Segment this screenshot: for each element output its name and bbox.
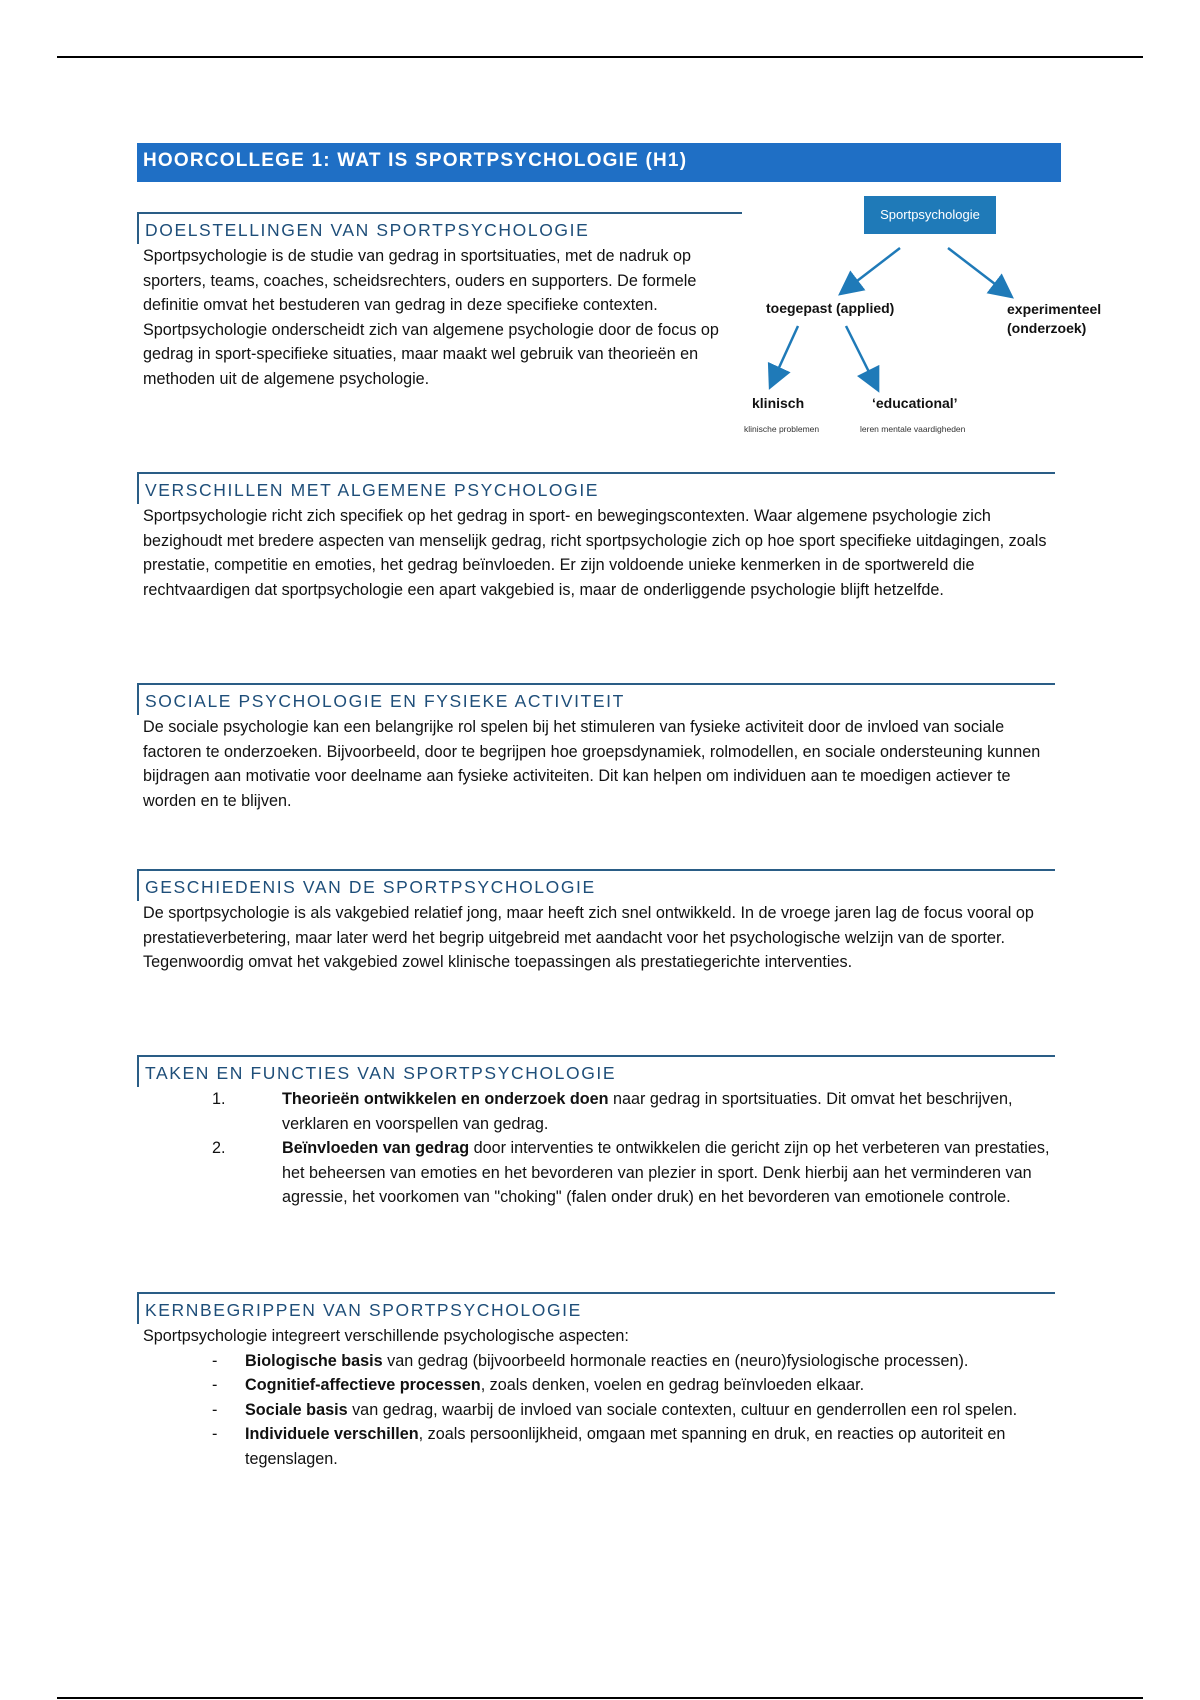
diagram-clinical-label: klinisch [752, 395, 805, 411]
list-item [137, 1349, 1055, 1374]
kernbegrippen-list [137, 1349, 1055, 1472]
list-item-text: naar gedrag in sportsituaties. Dit omvat het beschrijven, verklaren en voorspellen van gedrag. [282, 1090, 1013, 1133]
section-heading: DOELSTELLINGEN VAN SPORTPSYCHOLOGIE [137, 212, 742, 244]
list-dash: - [212, 1400, 218, 1419]
section-kernbegrippen [137, 1292, 1055, 1471]
list-dash: - [212, 1425, 218, 1443]
section-geschiedenis [137, 869, 1055, 975]
list-item [137, 1422, 1055, 1471]
diagram-clinical-sub: klinische problemen [744, 424, 820, 434]
list-item [137, 1398, 1055, 1423]
section-taken [137, 1055, 1055, 1210]
section-heading: SOCIALE PSYCHOLOGIE EN FYSIEKE ACTIVITEIT [137, 683, 1055, 715]
diagram-educational-sub: leren mentale vaardigheden [860, 424, 966, 434]
arrow-experimental [948, 248, 1008, 294]
top-rule [57, 56, 1143, 58]
taken-list [137, 1087, 1055, 1210]
list-item-text: , zoals persoonlijkheid, omgaan met spanning en druk, en reacties op autoriteit en tegenslagen. [245, 1425, 1006, 1468]
list-item-text: , zoals denken, voelen en gedrag beïnvloeden elkaar. [480, 1376, 865, 1394]
section-heading: TAKEN EN FUNCTIES VAN SPORTPSYCHOLOGIE [137, 1055, 1055, 1087]
list-dash: - [212, 1351, 218, 1370]
list-item-text: van gedrag, waarbij de invloed van sociale contexten, cultuur en genderrollen een rol spelen. [347, 1400, 1018, 1419]
section-body: De sportpsychologie is als vakgebied relatief jong, maar heeft zich snel ontwikkeld. In de vroege jaren lag de focus vooral op prestatieverbetering, maar later werd het begrip uitgebreid met aandacht voor het psychologische welzijn van de sporter. Tegenwoordig omvat het vakgebied zowel klinische toepassingen als prestatiegerichte interventies. [143, 904, 1034, 971]
list-item-text: door interventies te ontwikkelen die gericht zijn op het verbeteren van prestaties, het beheersen van emoties en het bevorderen van plezier in sport. Denk hierbij aan het verminderen van agressie, het voorkomen van "choking" (falen onder druk) en het bevorderen van emotionele controle. [282, 1139, 1050, 1206]
list-item-bold: Cognitief-affectieve processen [245, 1376, 481, 1394]
bottom-rule [57, 1697, 1143, 1699]
section-doelstellingen [137, 212, 742, 391]
list-item-bold: Individuele verschillen [245, 1425, 419, 1443]
diagram-educational-label: ‘educational’ [872, 395, 958, 411]
page-title: HOORCOLLEGE 1: WAT IS SPORTPSYCHOLOGIE (H1) [137, 143, 1061, 182]
section-body: Sportpsychologie richt zich specifiek op het gedrag in sport- en bewegingscontexten. Waar algemene psychologie zich bezighoudt met bredere aspecten van menselijk gedrag, richt sportpsychologie zich op hoe sport specifieke uitdagingen, zoals prestatie, competitie en emoties, het gedrag beïnvloeden. Er zijn voldoende unieke kenmerken in de sportwereld die rechtvaardigen dat sportpsychologie een apart vakgebied is, maar de onderliggende psychologie blijft hetzelfde. [143, 507, 1047, 599]
diagram-root-node: Sportpsychologie [864, 196, 996, 234]
list-item [137, 1373, 1055, 1398]
diagram-experimental-label: experimenteel (onderzoek) [1007, 301, 1102, 336]
arrow-clinical [772, 326, 798, 383]
section-intro: Sportpsychologie integreert verschillende psychologische aspecten: [143, 1327, 629, 1345]
section-heading: VERSCHILLEN MET ALGEMENE PSYCHOLOGIE [137, 472, 1055, 504]
list-dash: - [212, 1376, 218, 1394]
list-item [137, 1087, 1055, 1136]
arrow-educational [846, 326, 876, 386]
section-sociale [137, 683, 1055, 813]
section-body: De sociale psychologie kan een belangrijke rol spelen bij het stimuleren van fysieke activiteit door de invloed van sociale factoren te onderzoeken. Bijvoorbeeld, door te begrijpen hoe groepsdynamiek, rolmodellen, en sociale ondersteuning kunnen bijdragen aan motivatie voor deelname aan fysieke activiteiten. Dit kan helpen om individuen aan te moedigen actiever te worden en te blijven. [143, 718, 1041, 810]
arrow-applied [844, 248, 900, 291]
sportpsychologie-diagram [744, 190, 1122, 440]
list-number: 1. [212, 1090, 226, 1108]
list-item-bold: Beïnvloeden van gedrag [282, 1139, 470, 1157]
list-number: 2. [212, 1139, 226, 1157]
section-body: Sportpsychologie is de studie van gedrag in sportsituaties, met de nadruk op sporters, teams, coaches, scheidsrechters, ouders en supporters. De formele definitie omvat het bestuderen van gedrag in deze specifieke contexten. Sportpsychologie onderscheidt zich van algemene psychologie door de focus op gedrag in sport-specifieke situaties, maar maakt wel gebruik van theorieën en methoden uit de algemene psychologie. [143, 247, 719, 388]
section-verschillen [137, 472, 1055, 602]
list-item-bold: Sociale basis [245, 1400, 348, 1419]
section-heading: KERNBEGRIPPEN VAN SPORTPSYCHOLOGIE [137, 1292, 1055, 1324]
list-item-bold: Biologische basis [245, 1351, 383, 1370]
list-item [137, 1136, 1055, 1210]
section-heading: GESCHIEDENIS VAN DE SPORTPSYCHOLOGIE [137, 869, 1055, 901]
list-item-text: van gedrag (bijvoorbeeld hormonale reacties en (neuro)fysiologische processen). [382, 1351, 969, 1370]
diagram-applied-label: toegepast (applied) [766, 300, 895, 316]
list-item-bold: Theorieën ontwikkelen en onderzoek doen [282, 1090, 609, 1108]
